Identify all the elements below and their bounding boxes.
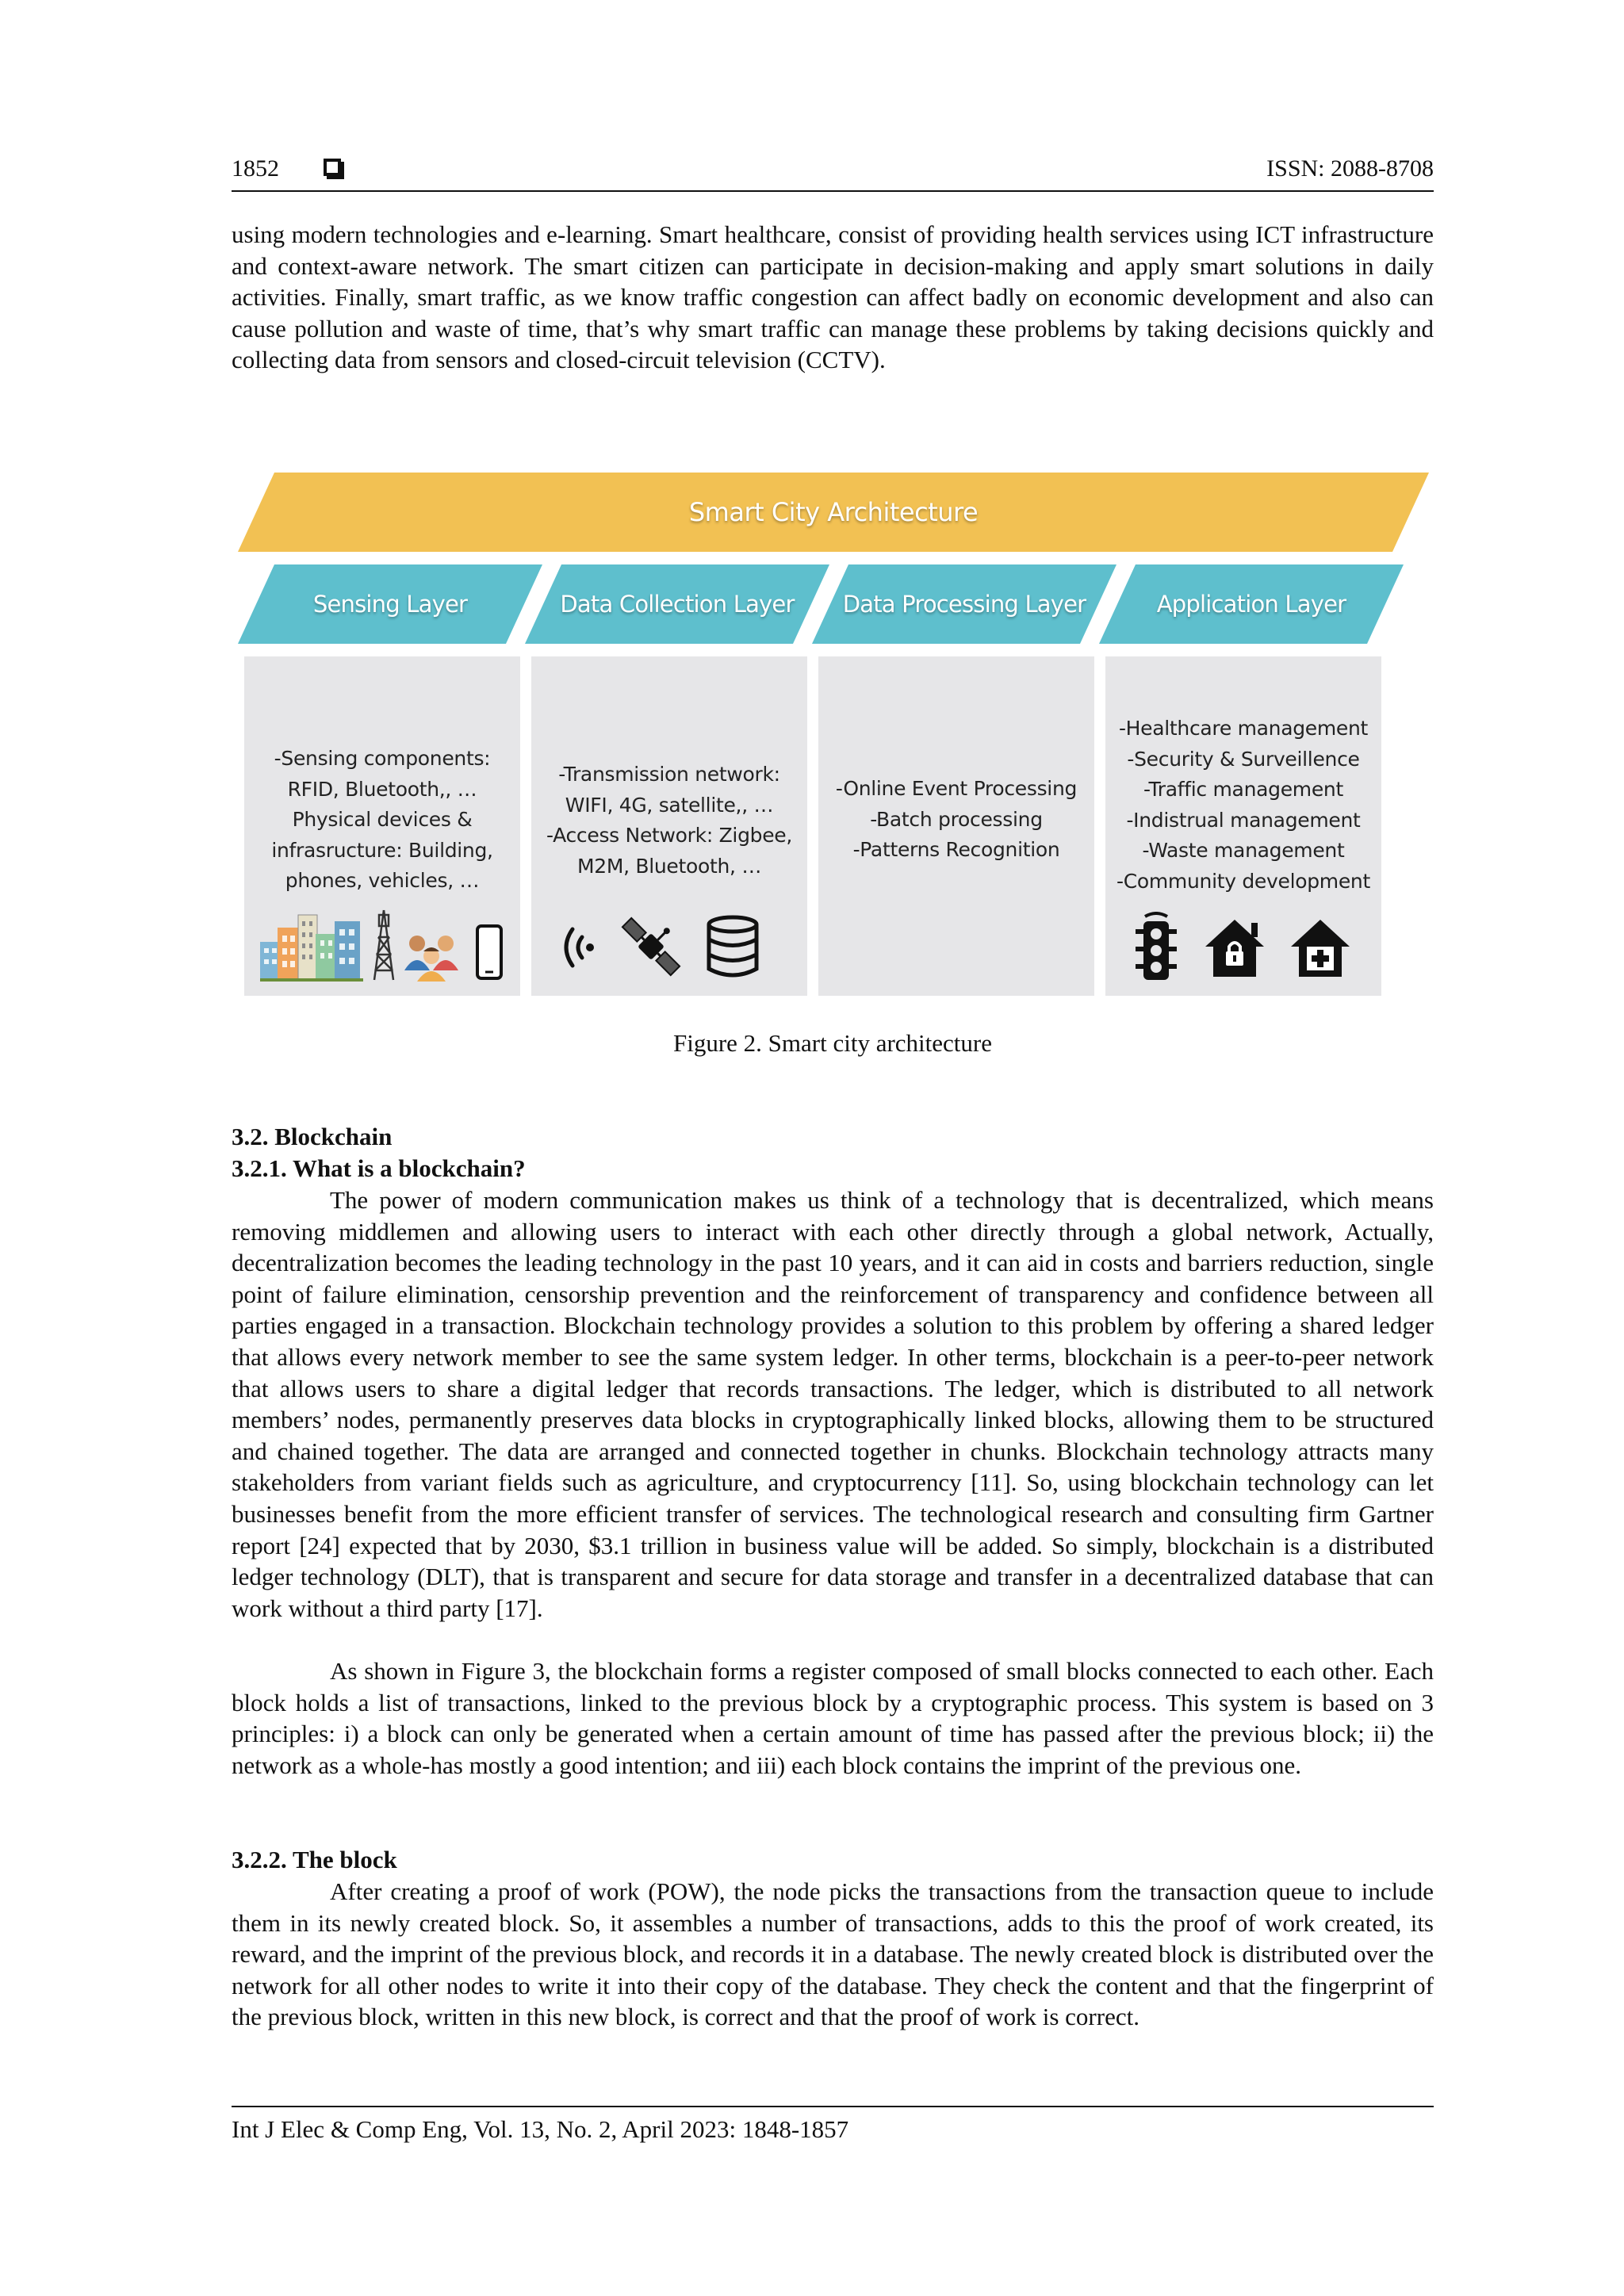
block-paragraph: After creating a proof of work (POW), the node picks the transactions from the transaction queue to include them in its newly created block. So, it assembles a number of transactions, adds to this the proof of work created, its reward, and the imprint of the previous block, and records it in a database. The newly created block is distributed over the network for all other nodes to write it into their copy of the database. They check the content and that the fingerprint of the previous block, written in this new block, is correct and that the proof of work is correct. [232, 1877, 1434, 2031]
architecture-title-banner [238, 473, 1429, 552]
blockchain-paragraph-1: The power of modern communication makes us think of a technology that is decentralized, which means removing middlemen and allowing users to interact with each other directly through a global network, Actually, decentralization becomes the leading technology in the past 10 years, and it can aid in costs and barriers reduction, single point of failure elimination, censorship prevention and the reinforcement of transparency and confidence between all parties engaged in a transaction. Blockchain technology provides a solution to this problem by offering a shared ledger that allows every network member to see the same system ledger. In other terms, blockchain is a peer-to-peer network that allows users to share a digital ledger that records transactions. The ledger, which is distributed to all network members’ nodes, permanently preserves data blocks in cryptographically linked blocks, allowing them to be structured and chained together. The data are arranged and connected together in chunks. Blockchain technology attracts many stakeholders from variant fields such as agriculture, and cryptocurrency [11]. So, using blockchain technology can let businesses benefit from the more efficient transfer of services. The technological research and consulting firm Gartner report [24] expected that by 2030, $3.1 trillion in business value will be added. So simply, blockchain is a distributed ledger technology (DLT), that is transparent and secure for data storage and transfer in a decentralized database that can work without a third party [17]. [232, 1186, 1434, 1622]
layer-name: Application Layer [1156, 591, 1346, 618]
layer-banner-application [1099, 564, 1404, 644]
layer-description: -Sensing components: RFID, Bluetooth,, … Physical devices & infrasructure: Building, phones, vehicles, … [271, 747, 493, 893]
subsection-heading-the-block: 3.2.2. The block [232, 1846, 397, 1873]
city-buildings-icon [260, 912, 368, 982]
layer-banner-data-processing [812, 564, 1116, 644]
house-lock-icon [1204, 918, 1266, 978]
house-medical-icon [1289, 918, 1351, 978]
issn: ISSN: 2088-8708 [1266, 155, 1434, 182]
layer-description: -Transmission network: WIFI, 4G, satellite,, … -Access Network: Zigbee, M2M, Bluetooth, … [546, 763, 793, 878]
layer-column-data-processing [818, 656, 1094, 996]
layer-description: -Healthcare management -Security & Surveillence -Traffic management -Indistrual management -Waste management -Community development [1116, 717, 1370, 893]
people-group-icon [403, 932, 462, 982]
blockchain-paragraph-2: As shown in Figure 3, the blockchain forms a register composed of small blocks connected to each other. Each block holds a list of transactions, linked to the previous block by a cryptographic process. This system is based on 3 principles: i) a block can only be generated when a certain amount of time has passed after the previous block; ii) the network as a whole-has mostly a good intention; and iii) each block contains the imprint of the previous one. [232, 1657, 1434, 1779]
wireless-signal-icon [558, 920, 598, 975]
page-number: 1852 [232, 155, 279, 182]
header-rule [232, 190, 1434, 192]
satellite-icon [619, 912, 684, 982]
antenna-tower-icon [371, 905, 396, 982]
square-bullet-icon [324, 159, 341, 176]
footer-rule [232, 2106, 1434, 2107]
layer-column-sensing [244, 656, 520, 996]
smartphone-icon [476, 924, 503, 980]
section-heading: 3.2. Blockchain [232, 1123, 393, 1150]
intro-paragraph: using modern technologies and e-learning. Smart healthcare, consist of providing health services using ICT infrastructure and context-aware network. The smart citizen can participate in decision-making and apply smart solutions in daily activities. Finally, smart traffic, as we know traffic congestion can affect badly on economic development and also can cause pollution and waste of time, that’s why smart traffic can manage these problems by taking decisions quickly and collecting data from sensors and closed-circuit television (CCTV). [232, 220, 1434, 374]
traffic-light-icon [1134, 912, 1178, 985]
smart-city-architecture-figure [238, 466, 1435, 996]
layer-column-application [1105, 656, 1381, 996]
architecture-title: Smart City Architecture [688, 497, 979, 527]
layer-icons [244, 912, 520, 985]
layer-icons [1105, 912, 1381, 985]
layer-banner-data-collection [525, 564, 829, 644]
layer-banner-sensing [238, 564, 542, 644]
layer-description: -Online Event Processing -Batch processing -Patterns Recognition [835, 777, 1078, 862]
layer-name: Sensing Layer [312, 591, 468, 618]
database-icon [704, 915, 761, 978]
footer-citation: Int J Elec & Comp Eng, Vol. 13, No. 2, April 2023: 1848-1857 [232, 2115, 849, 2143]
layer-column-data-collection [531, 656, 807, 996]
layer-icons [531, 912, 807, 985]
subsection-heading-what-is-blockchain: 3.2.1. What is a blockchain? [232, 1154, 526, 1182]
figure-caption: Figure 2. Smart city architecture [672, 1029, 992, 1057]
layer-name: Data Collection Layer [560, 591, 795, 618]
running-header [232, 155, 1434, 195]
layer-name: Data Processing Layer [842, 591, 1086, 618]
